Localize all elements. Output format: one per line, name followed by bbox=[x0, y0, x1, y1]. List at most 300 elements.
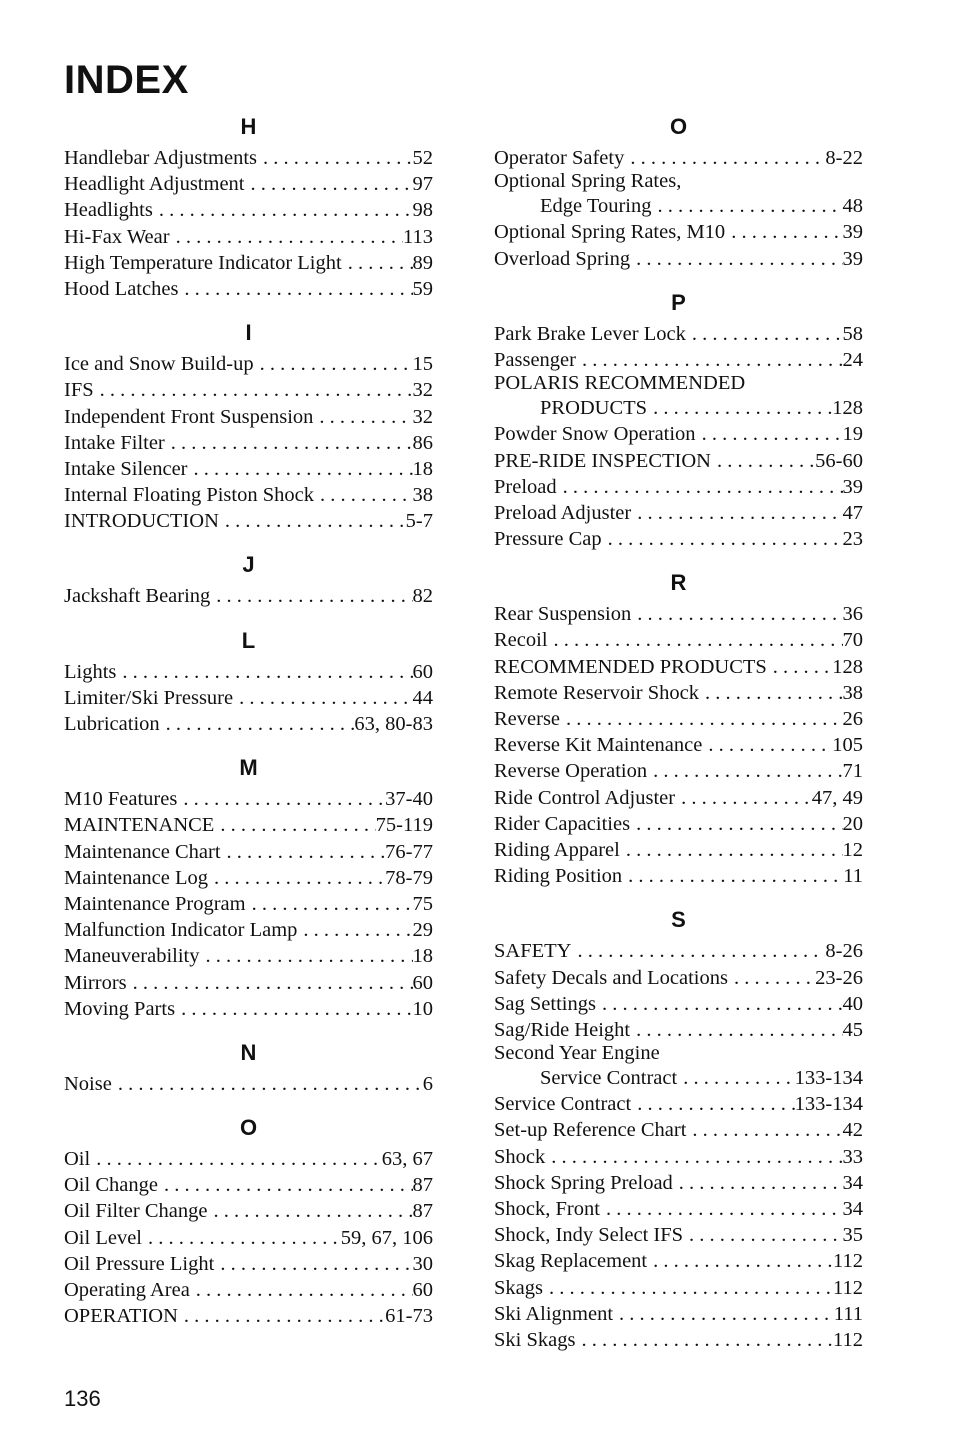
dot-leader bbox=[630, 1017, 842, 1043]
entry-name: Lubrication bbox=[64, 713, 160, 735]
index-entry bbox=[64, 659, 433, 685]
dot-leader bbox=[602, 526, 843, 552]
section-letter: N bbox=[240, 1039, 257, 1065]
dot-leader bbox=[190, 1277, 413, 1303]
entry-name: High Temperature Indicator Light bbox=[64, 251, 342, 274]
index-entry bbox=[494, 1065, 863, 1091]
dot-leader bbox=[545, 1144, 842, 1170]
index-entry bbox=[494, 448, 863, 474]
index-entry bbox=[494, 837, 863, 863]
entry-page: 6 bbox=[422, 1072, 433, 1095]
index-entry bbox=[494, 373, 863, 395]
index-entry bbox=[64, 456, 433, 482]
dot-leader bbox=[576, 347, 843, 373]
entry-page: 38 bbox=[412, 484, 433, 507]
dot-leader bbox=[94, 377, 413, 403]
dot-leader bbox=[297, 917, 412, 943]
entry-page: 37-40 bbox=[385, 788, 433, 811]
entry-name: Oil Pressure Light bbox=[64, 1252, 215, 1275]
section-letter: J bbox=[242, 552, 255, 578]
entry-name: Malfunction Indicator Lamp bbox=[64, 919, 298, 942]
index-entry bbox=[494, 1248, 863, 1274]
index-entry bbox=[494, 474, 863, 500]
dot-leader bbox=[696, 421, 843, 447]
entry-name: OPERATION bbox=[64, 1305, 178, 1328]
entry-name: Oil bbox=[64, 1148, 91, 1171]
section-letter: I bbox=[245, 320, 252, 346]
index-section-s bbox=[494, 903, 863, 1353]
entry-name: Noise bbox=[64, 1072, 112, 1095]
dot-leader bbox=[112, 1071, 423, 1097]
entry-name: Edge Touring bbox=[540, 195, 652, 218]
entry-name: Sag Settings bbox=[494, 992, 596, 1015]
dot-leader bbox=[160, 711, 355, 737]
dot-leader bbox=[127, 970, 413, 996]
index-entry bbox=[64, 1146, 433, 1172]
index-entry bbox=[64, 1071, 433, 1097]
entry-name: Recoil bbox=[494, 629, 548, 652]
dot-leader bbox=[158, 1172, 413, 1198]
dot-leader bbox=[702, 732, 832, 758]
entry-name: Oil Change bbox=[64, 1174, 158, 1197]
entry-page: 23 bbox=[842, 528, 863, 551]
entry-page: 30 bbox=[412, 1252, 433, 1275]
dot-leader bbox=[711, 448, 815, 474]
index-entry bbox=[64, 711, 433, 737]
index-section-m bbox=[64, 751, 433, 1022]
entry-name: Remote Reservoir Shock bbox=[494, 681, 699, 704]
index-entry bbox=[64, 482, 433, 508]
dot-leader bbox=[620, 837, 843, 863]
dot-leader bbox=[725, 219, 842, 245]
index-entry bbox=[64, 583, 433, 609]
entry-name: Passenger bbox=[494, 348, 576, 371]
index-section-i bbox=[64, 316, 433, 534]
dot-leader bbox=[571, 938, 825, 964]
entry-page: 112 bbox=[833, 1328, 863, 1351]
entry-page: 19 bbox=[842, 423, 863, 446]
dot-leader bbox=[677, 1065, 794, 1091]
dot-leader bbox=[647, 1248, 833, 1274]
dot-leader bbox=[214, 1251, 412, 1277]
index-entry bbox=[64, 1303, 433, 1329]
dot-leader bbox=[631, 1091, 794, 1117]
index-entry bbox=[494, 1017, 863, 1043]
entry-page: 86 bbox=[412, 431, 433, 454]
entry-page: 11 bbox=[843, 865, 863, 888]
entry-name: Riding Apparel bbox=[494, 838, 620, 861]
dot-leader bbox=[600, 1196, 843, 1222]
entry-name: Maneuverability bbox=[64, 945, 200, 968]
dot-leader bbox=[686, 1117, 842, 1143]
dot-leader bbox=[631, 500, 842, 526]
index-entry bbox=[494, 145, 863, 171]
index-entry bbox=[494, 526, 863, 552]
index-entry bbox=[494, 1196, 863, 1222]
index-entry bbox=[64, 917, 433, 943]
entry-name: Pressure Cap bbox=[494, 528, 602, 551]
entry-name: Headlights bbox=[64, 199, 153, 222]
entry-page: 56-60 bbox=[815, 449, 863, 472]
index-entry bbox=[64, 1198, 433, 1224]
dot-leader bbox=[699, 680, 843, 706]
entry-page: 89 bbox=[412, 251, 433, 274]
entry-name: Riding Position bbox=[494, 865, 623, 888]
index-entry bbox=[494, 1170, 863, 1196]
dot-leader bbox=[596, 991, 843, 1017]
entry-name: Service Contract bbox=[540, 1067, 678, 1090]
entry-name: Hi-Fax Wear bbox=[64, 225, 170, 248]
entry-name: Ride Control Adjuster bbox=[494, 786, 676, 809]
index-entry bbox=[494, 1043, 863, 1065]
section-letter: R bbox=[670, 570, 687, 596]
entry-page: 39 bbox=[842, 221, 863, 244]
entry-name: Oil Level bbox=[64, 1226, 142, 1249]
dot-leader bbox=[170, 224, 403, 250]
entry-name: Skags bbox=[494, 1276, 543, 1299]
entry-page: 34 bbox=[842, 1198, 863, 1220]
entry-page: 112 bbox=[833, 1276, 863, 1299]
entry-name: Maintenance Program bbox=[64, 892, 246, 915]
dot-leader bbox=[647, 395, 832, 421]
index-entry bbox=[64, 1277, 433, 1303]
entry-name: Optional Spring Rates, M10 bbox=[494, 221, 726, 244]
index-section-p bbox=[494, 286, 863, 553]
index-entry bbox=[64, 145, 433, 171]
dot-leader bbox=[543, 1275, 833, 1301]
entry-page: 32 bbox=[412, 379, 433, 402]
entry-page: 45 bbox=[842, 1018, 863, 1041]
dot-leader bbox=[246, 891, 413, 917]
entry-page: 87 bbox=[412, 1200, 433, 1223]
entry-page: 58 bbox=[842, 322, 863, 345]
entry-name: Reverse Operation bbox=[494, 760, 648, 783]
entry-page: 47, 49 bbox=[811, 786, 863, 809]
section-letter: P bbox=[671, 289, 686, 315]
entry-page: 52 bbox=[412, 147, 433, 169]
entry-page: 32 bbox=[412, 405, 433, 428]
entry-name: Ski Skags bbox=[494, 1328, 576, 1351]
dot-leader bbox=[257, 145, 412, 171]
dot-leader bbox=[683, 1222, 842, 1248]
index-entry bbox=[64, 812, 433, 838]
entry-page: 128 bbox=[832, 397, 863, 420]
entry-page: 38 bbox=[842, 681, 863, 704]
section-letter: O bbox=[239, 1115, 258, 1141]
index-entry bbox=[64, 839, 433, 865]
entry-name: Internal Floating Piston Shock bbox=[64, 484, 314, 507]
section-letter: O bbox=[669, 114, 688, 139]
entry-name: IFS bbox=[64, 379, 94, 402]
index-entry bbox=[64, 171, 433, 197]
entry-name: Handlebar Adjustments bbox=[64, 147, 258, 169]
entry-page: 10 bbox=[412, 997, 433, 1020]
entry-page: 111 bbox=[833, 1302, 863, 1325]
index-section-o bbox=[64, 1111, 433, 1329]
entry-page: 70 bbox=[842, 629, 863, 652]
dot-leader bbox=[673, 1170, 843, 1196]
dot-leader bbox=[767, 654, 832, 680]
index-entry bbox=[494, 811, 863, 837]
entry-name: M10 Features bbox=[64, 788, 178, 811]
entry-page: 39 bbox=[842, 475, 863, 498]
index-entry bbox=[64, 377, 433, 403]
index-entry bbox=[64, 786, 433, 812]
dot-leader bbox=[178, 276, 412, 302]
entry-name: SAFETY bbox=[494, 940, 572, 963]
entry-page: 105 bbox=[832, 734, 863, 757]
dot-leader bbox=[90, 1146, 382, 1172]
index-entry bbox=[494, 321, 863, 347]
entry-page: 40 bbox=[842, 992, 863, 1015]
index-entry bbox=[494, 421, 863, 447]
index-entry bbox=[494, 1144, 863, 1170]
dot-leader bbox=[207, 1198, 412, 1224]
entry-page: 44 bbox=[412, 686, 433, 709]
index-entry bbox=[494, 500, 863, 526]
dot-leader bbox=[142, 1225, 341, 1251]
entry-name: POLARIS RECOMMENDED bbox=[494, 372, 746, 395]
index-entry bbox=[494, 680, 863, 706]
entry-name: Reverse bbox=[494, 708, 561, 730]
entry-name: INTRODUCTION bbox=[64, 510, 219, 533]
entry-page: 59 bbox=[412, 277, 433, 300]
entry-name: Shock, Front bbox=[494, 1198, 600, 1220]
index-entry bbox=[494, 706, 863, 732]
dot-leader bbox=[624, 145, 825, 171]
section-letter: M bbox=[239, 755, 258, 781]
index-entry bbox=[494, 171, 863, 193]
index-entry bbox=[64, 970, 433, 996]
entry-name: Overload Spring bbox=[494, 247, 631, 270]
index-section-o bbox=[494, 110, 863, 272]
entry-name: Ice and Snow Build-up bbox=[64, 353, 254, 376]
entry-name: Oil Filter Change bbox=[64, 1200, 208, 1223]
entry-page: 29 bbox=[412, 919, 433, 942]
index-entry bbox=[494, 1275, 863, 1301]
index-column-left bbox=[64, 110, 433, 1343]
entry-page: 12 bbox=[842, 838, 863, 861]
dot-leader bbox=[560, 706, 842, 732]
dot-leader bbox=[116, 659, 412, 685]
dot-leader bbox=[728, 965, 815, 991]
entry-name: Rear Suspension bbox=[494, 603, 632, 626]
dot-leader bbox=[613, 1301, 834, 1327]
dot-leader bbox=[208, 865, 385, 891]
index-entry bbox=[64, 943, 433, 969]
index-entry bbox=[64, 685, 433, 711]
index-entry bbox=[64, 351, 433, 377]
entry-page: 61-73 bbox=[385, 1305, 433, 1328]
index-entry bbox=[494, 627, 863, 653]
entry-page: 59, 67, 106 bbox=[340, 1226, 433, 1249]
dot-leader bbox=[214, 812, 375, 838]
entry-page: 15 bbox=[412, 353, 433, 376]
entry-name: Preload bbox=[494, 475, 557, 498]
dot-leader bbox=[314, 482, 413, 508]
index-column-right bbox=[494, 110, 863, 1367]
dot-leader bbox=[165, 430, 413, 456]
dot-leader bbox=[199, 943, 412, 969]
index-section-l bbox=[64, 624, 433, 738]
entry-name: Moving Parts bbox=[64, 997, 176, 1020]
entry-page: 26 bbox=[842, 708, 863, 730]
entry-page: 60 bbox=[412, 660, 433, 683]
entry-name: Skag Replacement bbox=[494, 1250, 648, 1273]
section-letter: S bbox=[671, 907, 686, 933]
entry-page: 82 bbox=[412, 585, 433, 608]
dot-leader bbox=[178, 1303, 385, 1329]
entry-name: Operating Area bbox=[64, 1279, 190, 1301]
dot-leader bbox=[631, 601, 842, 627]
dot-leader bbox=[548, 627, 843, 653]
entry-page: 75 bbox=[412, 892, 433, 915]
index-entry bbox=[64, 508, 433, 534]
index-entry bbox=[494, 347, 863, 373]
entry-page: 8-26 bbox=[825, 940, 863, 963]
entry-name: Set-up Reference Chart bbox=[494, 1119, 687, 1142]
entry-page: 34 bbox=[842, 1171, 863, 1194]
entry-page: 75-119 bbox=[375, 814, 433, 837]
dot-leader bbox=[254, 351, 413, 377]
entry-name: Operator Safety bbox=[494, 147, 625, 169]
entry-page: 98 bbox=[412, 199, 433, 222]
dot-leader bbox=[221, 839, 386, 865]
index-entry bbox=[64, 1251, 433, 1277]
entry-name: Headlight Adjustment bbox=[64, 173, 245, 196]
index-entry bbox=[64, 430, 433, 456]
index-entry bbox=[64, 865, 433, 891]
dot-leader bbox=[175, 996, 412, 1022]
entry-page: 128 bbox=[832, 655, 863, 678]
entry-page: 18 bbox=[412, 457, 433, 480]
entry-name: Intake Filter bbox=[64, 431, 165, 454]
index-entry bbox=[494, 1222, 863, 1248]
entry-name: PRODUCTS bbox=[540, 397, 648, 420]
dot-leader bbox=[675, 785, 812, 811]
entry-page: 33 bbox=[842, 1145, 863, 1168]
index-entry bbox=[64, 250, 433, 276]
entry-page: 87 bbox=[412, 1174, 433, 1197]
index-entry bbox=[494, 601, 863, 627]
entry-name: Powder Snow Operation bbox=[494, 423, 696, 446]
dot-leader bbox=[647, 758, 842, 784]
index-section-r bbox=[494, 566, 863, 889]
entry-page: 60 bbox=[412, 1279, 433, 1301]
dot-leader bbox=[153, 197, 413, 223]
index-entry bbox=[494, 991, 863, 1017]
index-entry bbox=[494, 965, 863, 991]
entry-name: Service Contract bbox=[494, 1093, 632, 1116]
entry-name: Rider Capacities bbox=[494, 812, 631, 835]
entry-name: Safety Decals and Locations bbox=[494, 966, 728, 989]
entry-name: RECOMMENDED PRODUCTS bbox=[494, 655, 767, 678]
dot-leader bbox=[652, 193, 843, 219]
entry-name: Reverse Kit Maintenance bbox=[494, 734, 703, 757]
entry-name: Jackshaft Bearing bbox=[64, 585, 211, 608]
entry-page: 20 bbox=[842, 812, 863, 835]
section-letter: L bbox=[241, 627, 256, 653]
entry-name: Independent Front Suspension bbox=[64, 405, 314, 428]
entry-page: 78-79 bbox=[385, 866, 433, 889]
dot-leader bbox=[210, 583, 412, 609]
entry-page: 23-26 bbox=[815, 966, 863, 989]
entry-page: 63, 67 bbox=[381, 1148, 433, 1171]
index-entry bbox=[494, 758, 863, 784]
index-entry bbox=[64, 1225, 433, 1251]
index-entry bbox=[494, 732, 863, 758]
index-section-h bbox=[64, 110, 433, 302]
index-entry bbox=[494, 863, 863, 889]
entry-name: Sag/Ride Height bbox=[494, 1018, 631, 1041]
entry-name: Limiter/Ski Pressure bbox=[64, 686, 234, 709]
index-entry bbox=[494, 938, 863, 964]
dot-leader bbox=[630, 246, 842, 272]
entry-name: Second Year Engine bbox=[494, 1042, 660, 1065]
entry-page: 97 bbox=[412, 173, 433, 196]
entry-page: 48 bbox=[842, 195, 863, 218]
entry-name: Intake Silencer bbox=[64, 457, 188, 480]
dot-leader bbox=[177, 786, 385, 812]
entry-page: 112 bbox=[833, 1250, 863, 1273]
entry-name: Preload Adjuster bbox=[494, 501, 632, 524]
dot-leader bbox=[557, 474, 843, 500]
entry-page: 71 bbox=[842, 760, 863, 783]
index-entry bbox=[494, 1301, 863, 1327]
entry-page: 42 bbox=[842, 1119, 863, 1142]
index-section-n bbox=[64, 1036, 433, 1097]
index-entry bbox=[494, 1091, 863, 1117]
index-entry bbox=[64, 224, 433, 250]
dot-leader bbox=[313, 404, 412, 430]
entry-page: 63, 80-83 bbox=[354, 713, 433, 735]
dot-leader bbox=[342, 250, 413, 276]
entry-page: 5-7 bbox=[405, 510, 433, 533]
index-entry bbox=[494, 193, 863, 219]
entry-name: Maintenance Chart bbox=[64, 840, 221, 863]
entry-page: 133-134 bbox=[794, 1067, 863, 1090]
dot-leader bbox=[245, 171, 413, 197]
index-entry bbox=[64, 197, 433, 223]
entry-page: 24 bbox=[842, 348, 863, 371]
dot-leader bbox=[233, 685, 412, 711]
index-entry bbox=[494, 246, 863, 272]
entry-page: 47 bbox=[842, 501, 863, 524]
dot-leader bbox=[575, 1327, 833, 1353]
entry-name: MAINTENANCE bbox=[64, 814, 215, 837]
index-entry bbox=[494, 654, 863, 680]
index-entry bbox=[494, 1117, 863, 1143]
entry-page: 18 bbox=[412, 945, 433, 968]
entry-name: Ski Alignment bbox=[494, 1302, 614, 1325]
entry-page: 133-134 bbox=[794, 1093, 863, 1116]
dot-leader bbox=[630, 811, 842, 837]
index-entry bbox=[494, 1327, 863, 1353]
index-entry bbox=[494, 395, 863, 421]
index-entry bbox=[64, 276, 433, 302]
entry-name: Hood Latches bbox=[64, 277, 179, 300]
entry-name: Park Brake Lever Lock bbox=[494, 322, 686, 345]
dot-leader bbox=[219, 508, 406, 534]
entry-name: PRE-RIDE INSPECTION bbox=[494, 449, 711, 472]
entry-name: Mirrors bbox=[64, 971, 127, 994]
entry-page: 76-77 bbox=[385, 840, 433, 863]
entry-page: 39 bbox=[842, 247, 863, 270]
entry-page: 113 bbox=[403, 225, 433, 248]
entry-page: 60 bbox=[412, 971, 433, 994]
index-entry bbox=[64, 891, 433, 917]
dot-leader bbox=[622, 863, 843, 889]
